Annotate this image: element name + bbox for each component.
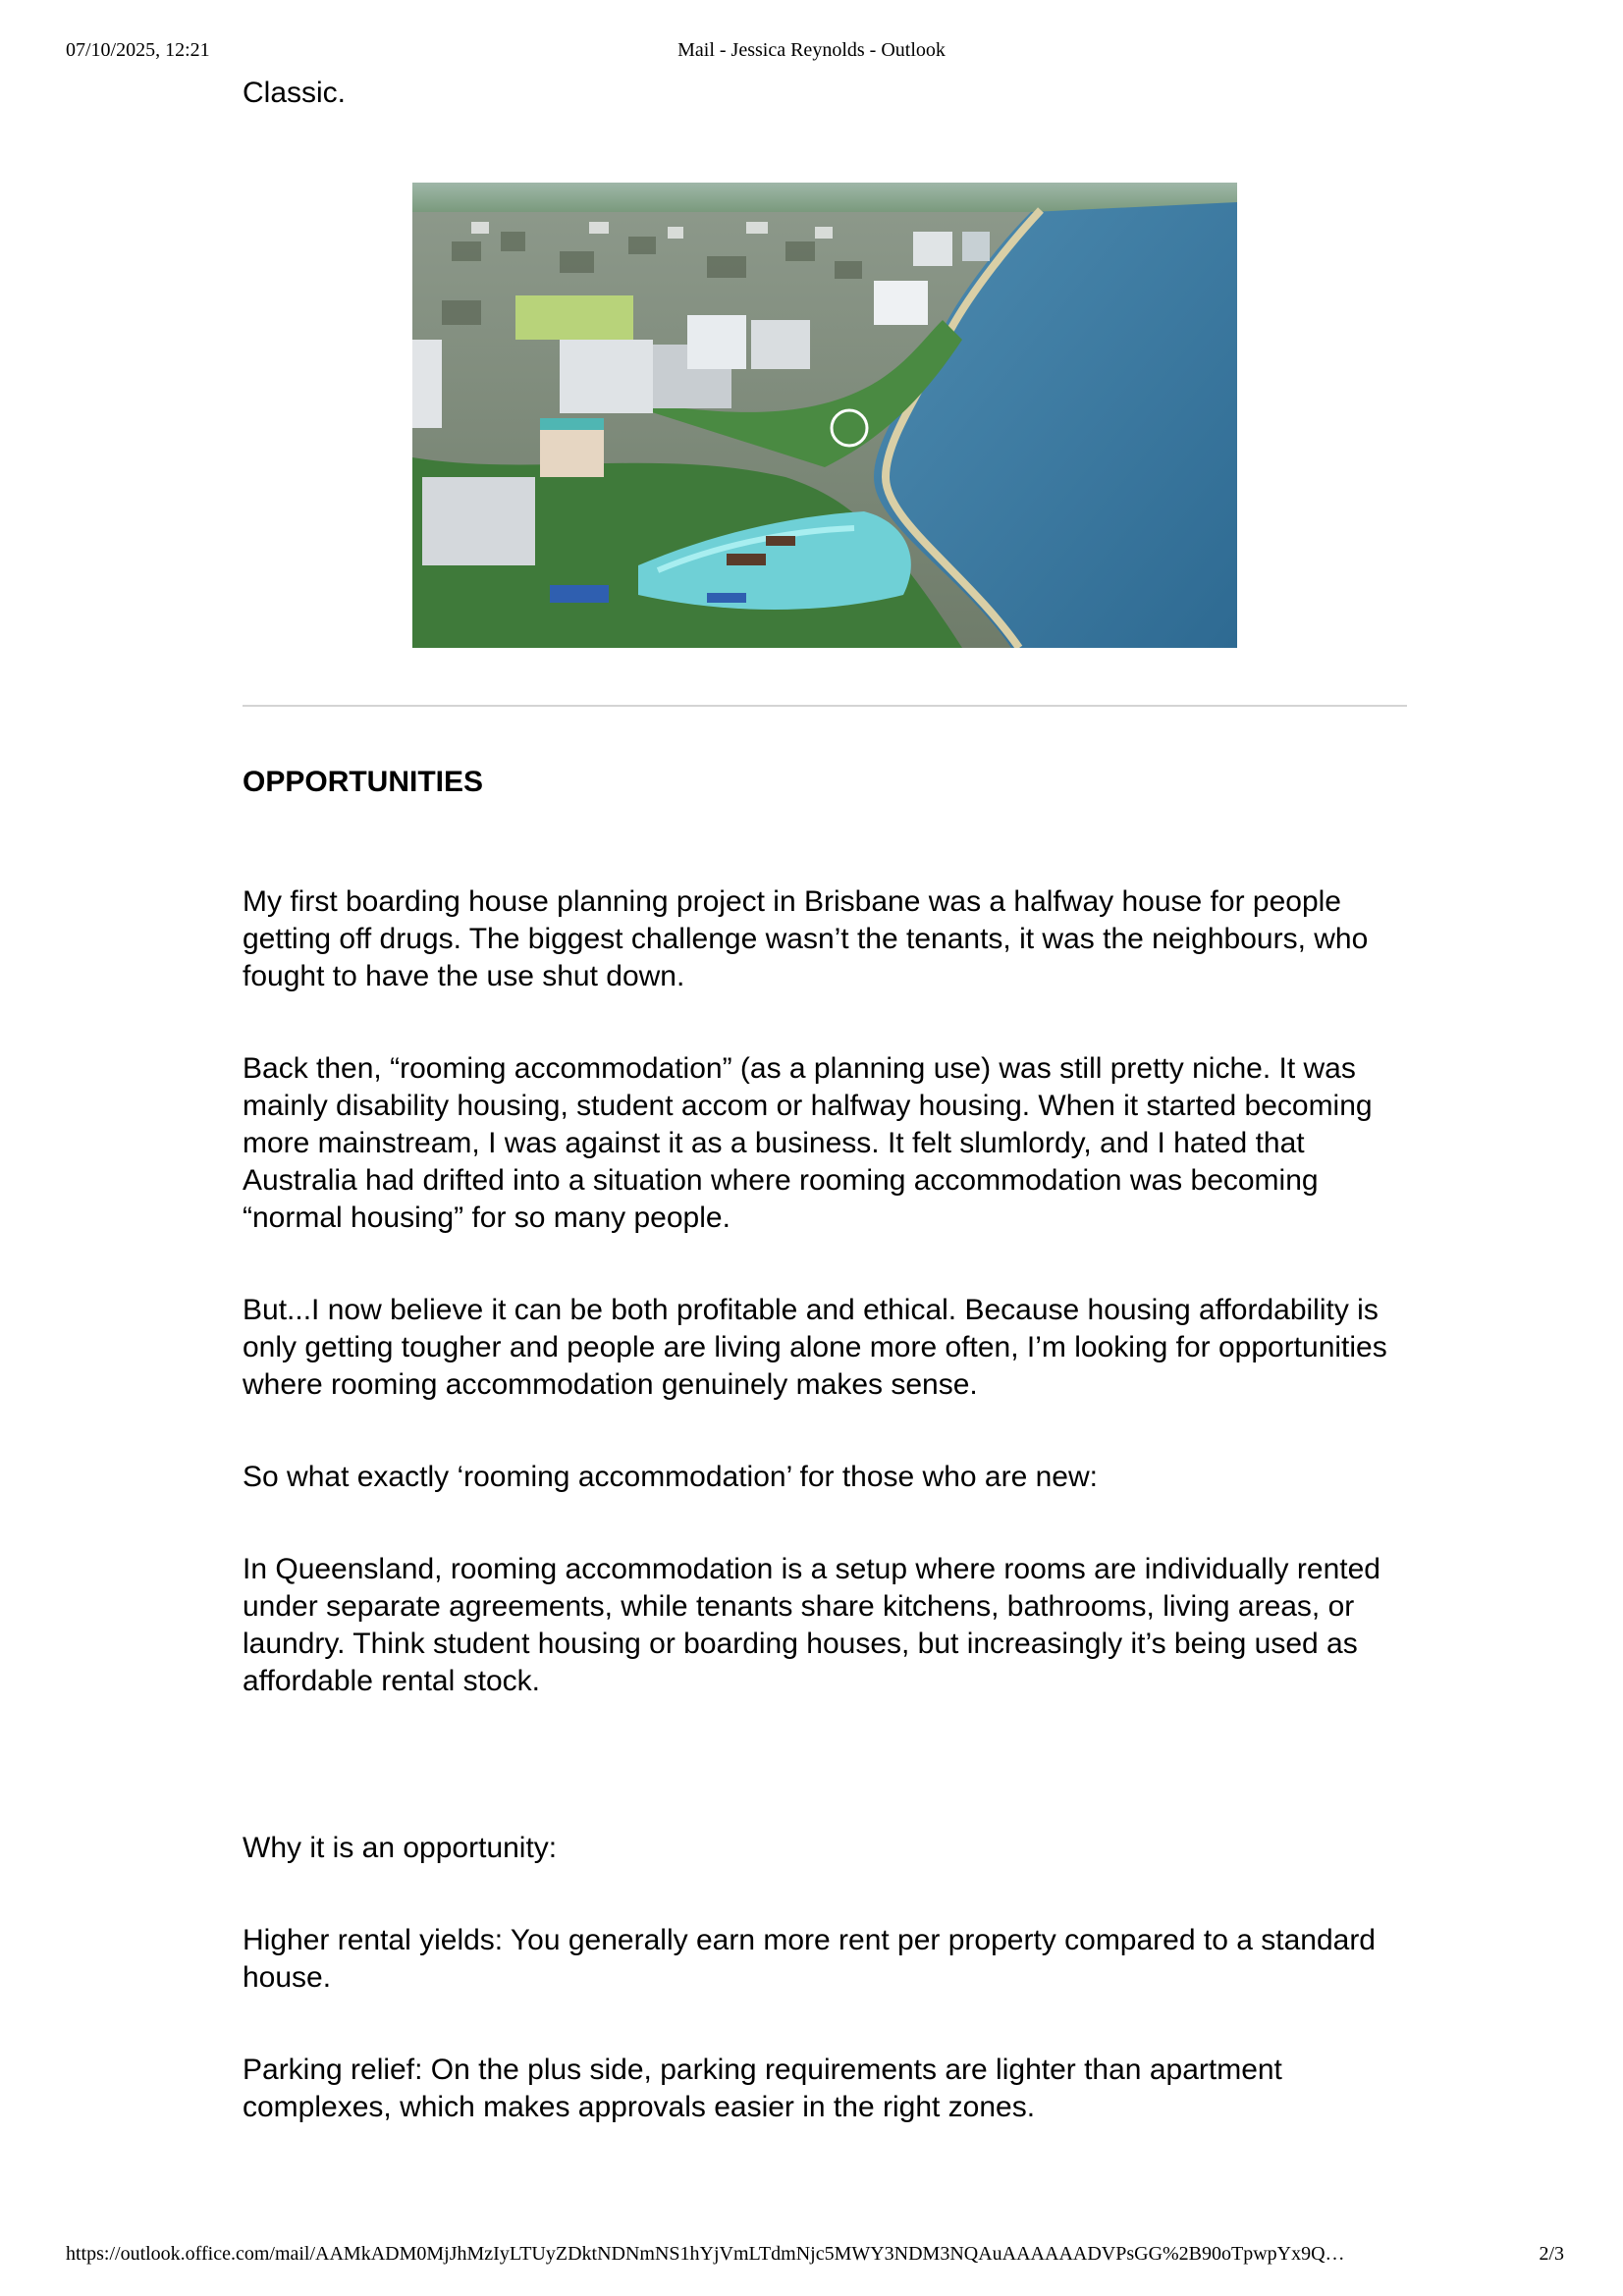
print-page-number: 2/3 [1539, 2243, 1564, 2265]
print-page-title: Mail - Jessica Reynolds - Outlook [677, 39, 946, 61]
section-divider [243, 705, 1407, 707]
intro-fragment: Classic. [243, 77, 347, 109]
print-datetime: 07/10/2025, 12:21 [66, 39, 210, 61]
paragraph-why-opportunity: Why it is an opportunity: [243, 1832, 558, 1864]
paragraph-profitable-ethical: But...I now believe it can be both profitable and ethical. Because housing affordability is only getting tougher and people are living alone more often, I’m looking for opportunities where rooming accommodation genuinely makes sense. [243, 1294, 1387, 1401]
print-url: https://outlook.office.com/mail/AAMkADM0MjJhMzIyLTUyZDktNDNmNS1hYjVmLTdmNjc5MWY3NDM3NQAuAAAAAADVPsGG%2B90oTpwpYx9Q… [66, 2243, 1345, 2265]
paragraph-queensland-definition: In Queensland, rooming accommodation is a setup where rooms are individually rented under separate agreements, while tenants share kitchens, bathrooms, living areas, or laundry. Think student housing or boarding houses, but increasingly it’s being used as affordable rental stock. [243, 1553, 1380, 1697]
paragraph-higher-yields: Higher rental yields: You generally earn more rent per property compared to a standard house. [243, 1924, 1376, 1994]
hero-image [412, 183, 1237, 648]
print-footer [0, 2243, 1623, 2272]
paragraph-halfway-house: My first boarding house planning project in Brisbane was a halfway house for people getting off drugs. The biggest challenge wasn’t the tenants, it was the neighbours, who fought to have the use shut down. [243, 885, 1369, 992]
paragraph-definition-intro: So what exactly ‘rooming accommodation’ for those who are new: [243, 1461, 1098, 1493]
email-body [243, 75, 1407, 2126]
hero-image-container [243, 183, 1407, 648]
paragraph-back-then: Back then, “rooming accommodation” (as a planning use) was still pretty niche. It was mainly disability housing, student accom or halfway housing. When it started becoming more mainstream, I was against it as a business. It felt slumlordy, and I hated that Australia had drifted into a situation where rooming accommodation was becoming “normal housing” for so many people. [243, 1052, 1373, 1234]
print-header [0, 39, 1623, 69]
paragraph-parking-relief: Parking relief: On the plus side, parking requirements are lighter than apartment complexes, which makes approvals easier in the right zones. [243, 2054, 1282, 2123]
section-heading: OPPORTUNITIES [243, 766, 484, 798]
